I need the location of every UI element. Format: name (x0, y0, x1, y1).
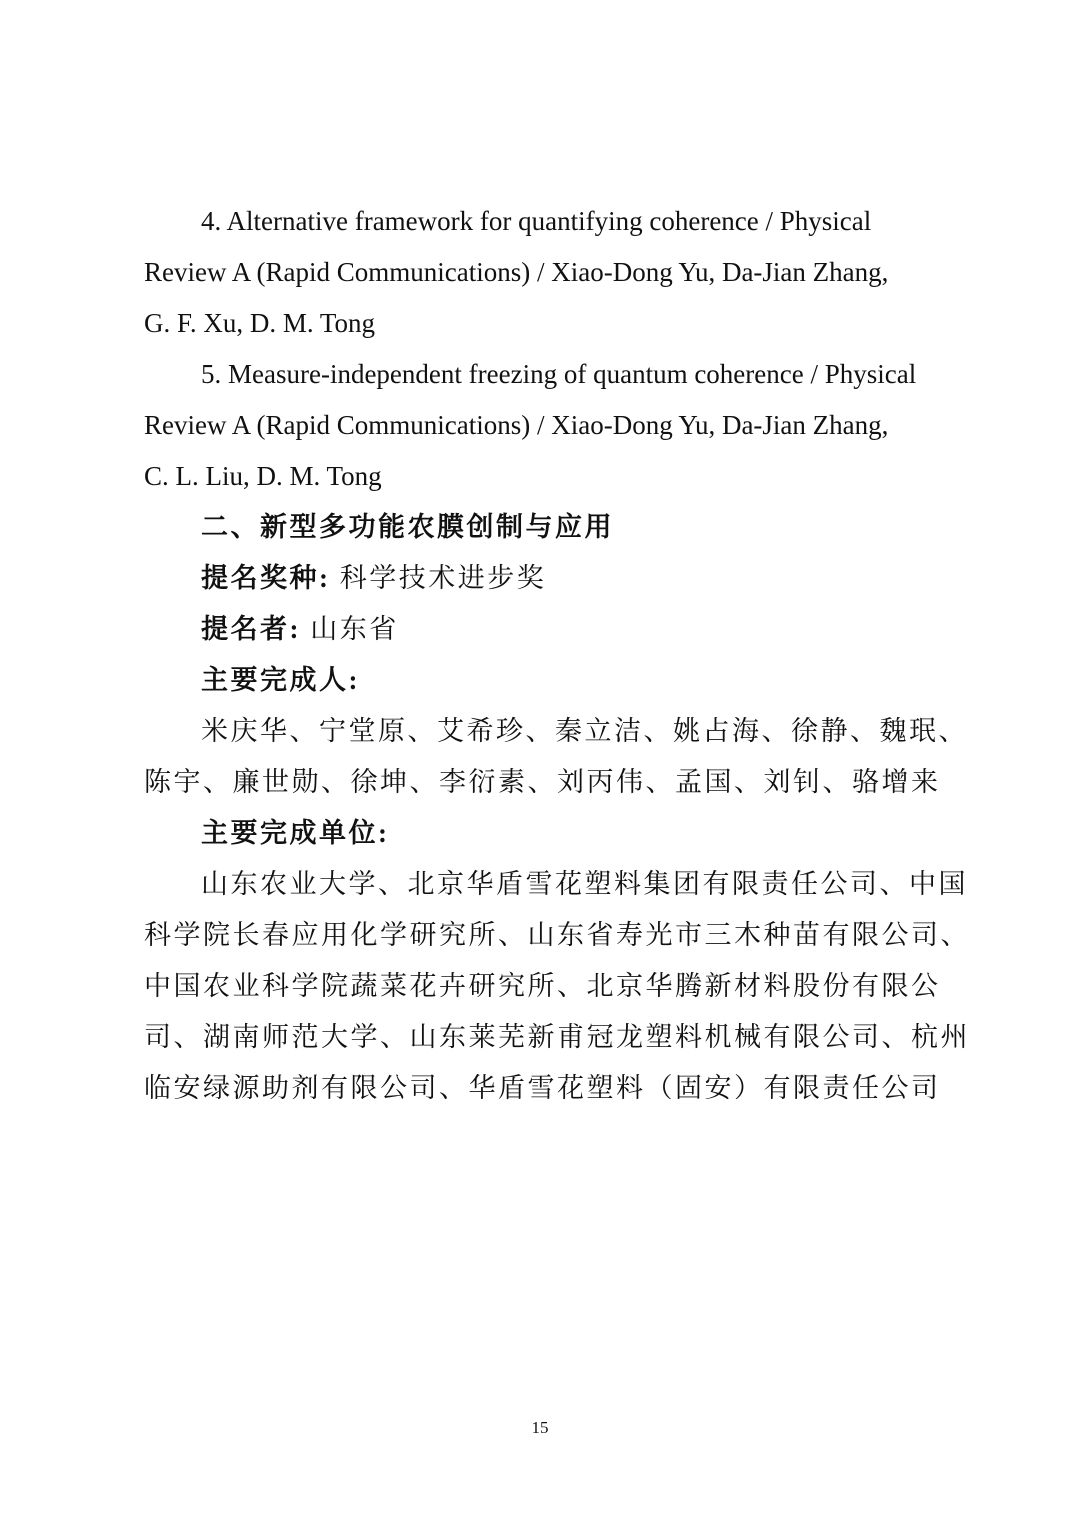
paper-4-line-3: G. F. Xu, D. M. Tong (144, 308, 375, 338)
award-type-value: 科学技术进步奖 (339, 563, 547, 593)
nominator-value: 山东省 (310, 614, 399, 644)
main-people-line-2: 陈宇、廉世勋、徐坤、李衍素、刘丙伟、孟国、刘钊、骆增来 (144, 767, 941, 797)
paper-4-line-1: 4. Alternative framework for quantifying coherence / Physical (201, 206, 872, 236)
paper-4-line-2: Review A (Rapid Communications) / Xiao-Dong Yu, Da-Jian Zhang, (144, 257, 889, 287)
paper-5-line-3: C. L. Liu, D. M. Tong (144, 461, 382, 491)
main-units-line-2: 科学院长春应用化学研究所、山东省寿光市三木种苗有限公司、 (144, 920, 970, 950)
project-heading: 二、新型多功能农膜创制与应用 (201, 512, 614, 542)
main-units-line-1: 山东农业大学、北京华盾雪花塑料集团有限责任公司、中国 (201, 869, 968, 899)
main-people-label: 主要完成人: (201, 665, 360, 695)
award-type-row (144, 553, 944, 604)
main-people-line-1: 米庆华、宁堂原、艾希珍、秦立洁、姚占海、徐静、魏珉、 (201, 716, 968, 746)
paper-entry-5 (144, 349, 944, 502)
main-units-label: 主要完成单位: (201, 818, 390, 848)
main-units-line-4: 司、湖南师范大学、山东莱芜新甫冠龙塑料机械有限公司、杭州 (144, 1022, 970, 1052)
page-content (144, 196, 970, 1114)
award-type-label: 提名奖种: (201, 563, 331, 593)
paper-5-line-1: 5. Measure-independent freezing of quantum coherence / Physical (201, 359, 917, 389)
main-units-line-3: 中国农业科学院蔬菜花卉研究所、北京华腾新材料股份有限公 (144, 971, 941, 1001)
paper-5-line-2: Review A (Rapid Communications) / Xiao-Dong Yu, Da-Jian Zhang, (144, 410, 889, 440)
main-units-line-5: 临安绿源助剂有限公司、华盾雪花塑料（固安）有限责任公司 (144, 1073, 941, 1103)
paper-entry-4 (144, 196, 944, 349)
nominator-label: 提名者: (201, 614, 301, 644)
nominator-row (144, 604, 944, 655)
page-number: 15 (531, 1418, 549, 1437)
